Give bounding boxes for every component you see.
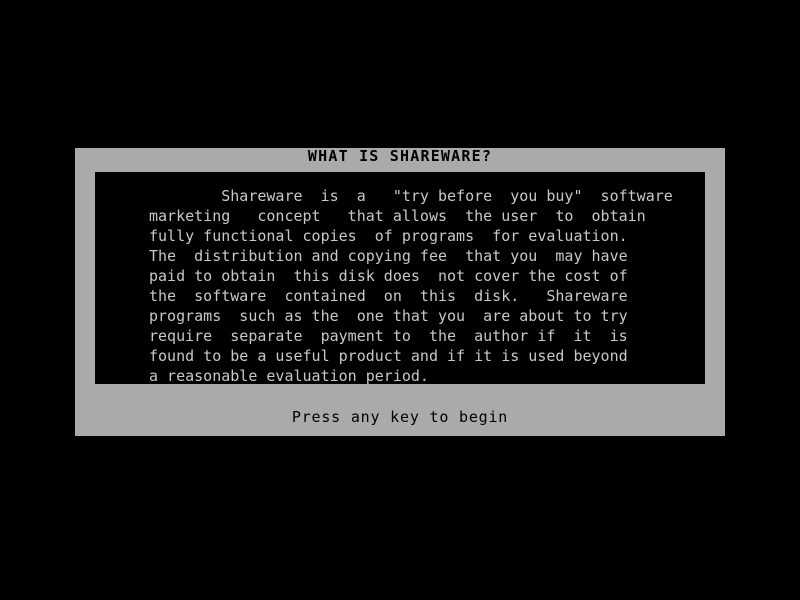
dialog-footer — [75, 407, 725, 426]
body-line: the software contained on this disk. Shareware — [149, 287, 628, 305]
body-line: programs such as the one that you are about to try — [149, 307, 628, 325]
body-line: a reasonable evaluation period. — [149, 367, 429, 384]
dialog-title-bar — [75, 148, 725, 164]
shareware-dialog — [75, 148, 725, 436]
body-line: fully functional copies of programs for evaluation. — [149, 227, 628, 245]
body-line: Shareware is a "try before you buy" software — [149, 187, 673, 205]
body-line: require separate payment to the author if it is — [149, 327, 628, 345]
press-any-key-prompt[interactable]: Press any key to begin — [286, 408, 514, 426]
dialog-body-text — [95, 172, 705, 384]
body-line: marketing concept that allows the user to obtain — [149, 207, 646, 225]
body-line: paid to obtain this disk does not cover the cost of — [149, 267, 628, 285]
body-line: The distribution and copying fee that you may have — [149, 247, 628, 265]
page-title: WHAT IS SHAREWARE? — [298, 148, 502, 164]
body-line: found to be a useful product and if it is used beyond — [149, 347, 628, 365]
